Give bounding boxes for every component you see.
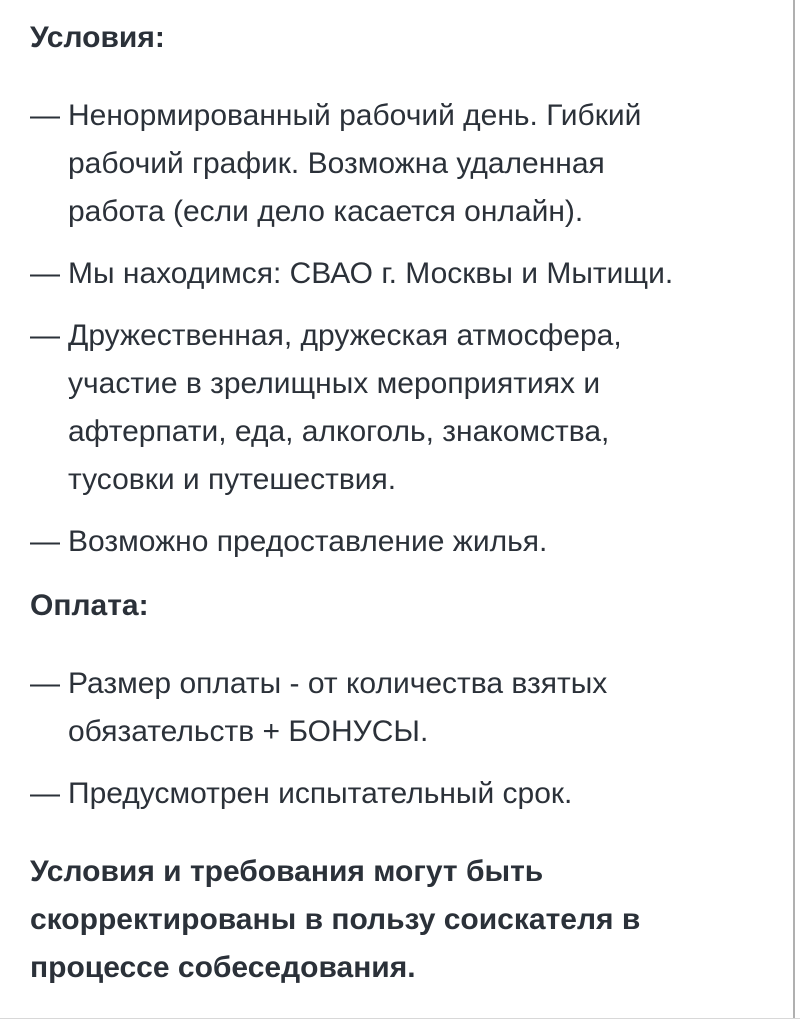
list-item	[30, 660, 682, 756]
list-item-text: Размер оплаты - от количества взятых обязательств + БОНУСЫ.	[68, 667, 608, 748]
list-item-text: Предусмотрен испытательный срок.	[68, 777, 573, 810]
payment-list	[30, 660, 682, 818]
bullet-dash: —	[30, 257, 60, 290]
bullet-dash: —	[30, 667, 60, 700]
list-item-text: Ненормированный рабочий день. Гибкий рабочий график. Возможна удаленная работа (если дело касается онлайн).	[68, 99, 642, 228]
conditions-list	[30, 92, 682, 566]
list-item	[30, 250, 682, 298]
adjustment-note: Условия и требования могут быть скорректированы в пользу соискателя в процессе собеседования.	[30, 855, 641, 984]
list-item-text: Дружественная, дружеская атмосфера, участие в зрелищных мероприятиях и афтерпати, еда, алкоголь, знакомства, тусовки и путешествия.	[68, 319, 622, 496]
section-conditions	[30, 14, 682, 566]
vertical-divider	[793, 0, 795, 1019]
bullet-dash: —	[30, 525, 60, 558]
bullet-dash: —	[30, 99, 60, 132]
list-item	[30, 518, 682, 566]
payment-heading: Оплата:	[30, 589, 149, 622]
bullet-dash: —	[30, 319, 60, 352]
list-item	[30, 312, 682, 504]
list-item	[30, 770, 682, 818]
section-payment	[30, 582, 682, 818]
list-item-text: Мы находимся: СВАО г. Москвы и Мытищи.	[68, 257, 674, 290]
bullet-dash: —	[30, 777, 60, 810]
conditions-heading: Условия:	[30, 21, 165, 54]
list-item	[30, 92, 682, 236]
list-item-text: Возможно предоставление жилья.	[68, 525, 548, 558]
